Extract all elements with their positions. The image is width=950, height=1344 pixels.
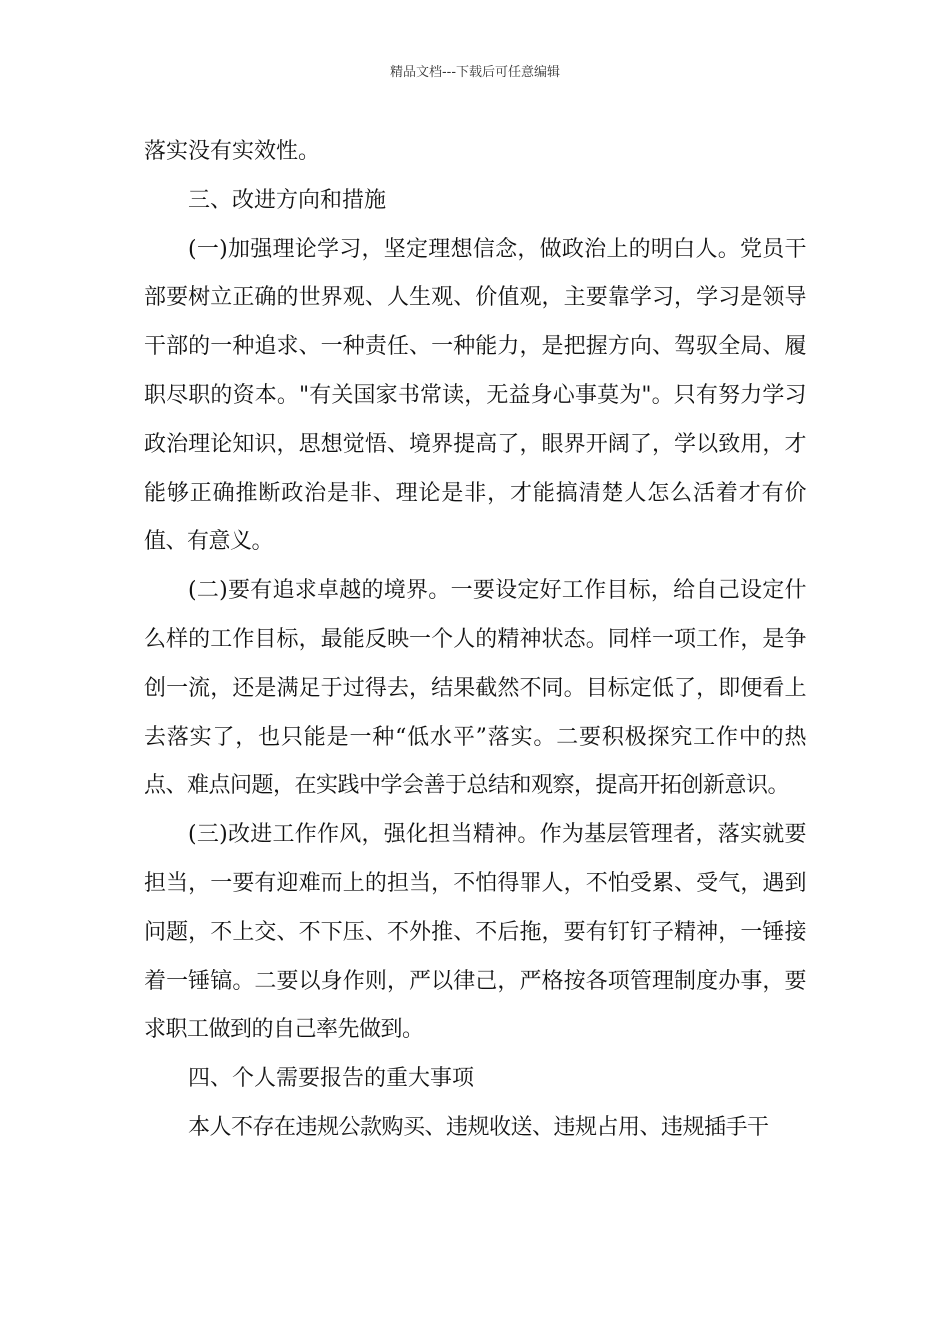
paragraph-measure-2: (二)要有追求卓越的境界。一要设定好工作目标，给自己设定什么样的工作目标，最能反映一个人的精神状态。同样一项工作，是争创一流，还是满足于过得去，结果截然不同。目标定低了，即便看上去落实了，也只能是一种“低水平”落实。二要积极探究工作中的热点、难点问题，在实践中学会善于总结和观察，提高开拓创新意识。 xyxy=(144,578,806,799)
paragraph-continuation: 落实没有实效性。 xyxy=(144,139,321,164)
document-body xyxy=(144,128,806,1153)
section-heading-4: 四、个人需要报告的重大事项 xyxy=(188,1066,475,1092)
paragraph-measure-3: (三)改进工作作风，强化担当精神。作为基层管理者，落实就要担当，一要有迎难而上的担当，不怕得罪人，不怕受累、受气，遇到问题，不上交、不下压、不外推、不后拖，要有钉钉子精神，一锤接着一锤镐。二要以身作则，严以律己，严格按各项管理制度办事，要求职工做到的自己率先做到。 xyxy=(144,822,806,1043)
paragraph-measure-1: (一)加强理论学习，坚定理想信念，做政治上的明白人。党员干部要树立正确的世界观、人生观、价值观，主要靠学习，学习是领导干部的一种追求、一种责任、一种能力，是把握方向、驾驭全局、履职尽职的资本。"有关国家书常读，无益身心事莫为"。只有努力学习政治理论知识，思想觉悟、境界提高了，眼界开阔了，学以致用，才能够正确推断政治是非、理论是非，才能搞清楚人怎么活着才有价值、有意义。 xyxy=(144,236,806,555)
page-header: 精品文档---下载后可任意编辑 xyxy=(389,65,561,80)
section-heading-3: 三、改进方向和措施 xyxy=(188,187,387,213)
paragraph-report: 本人不存在违规公款购买、违规收送、违规占用、违规插手干 xyxy=(188,1114,769,1140)
